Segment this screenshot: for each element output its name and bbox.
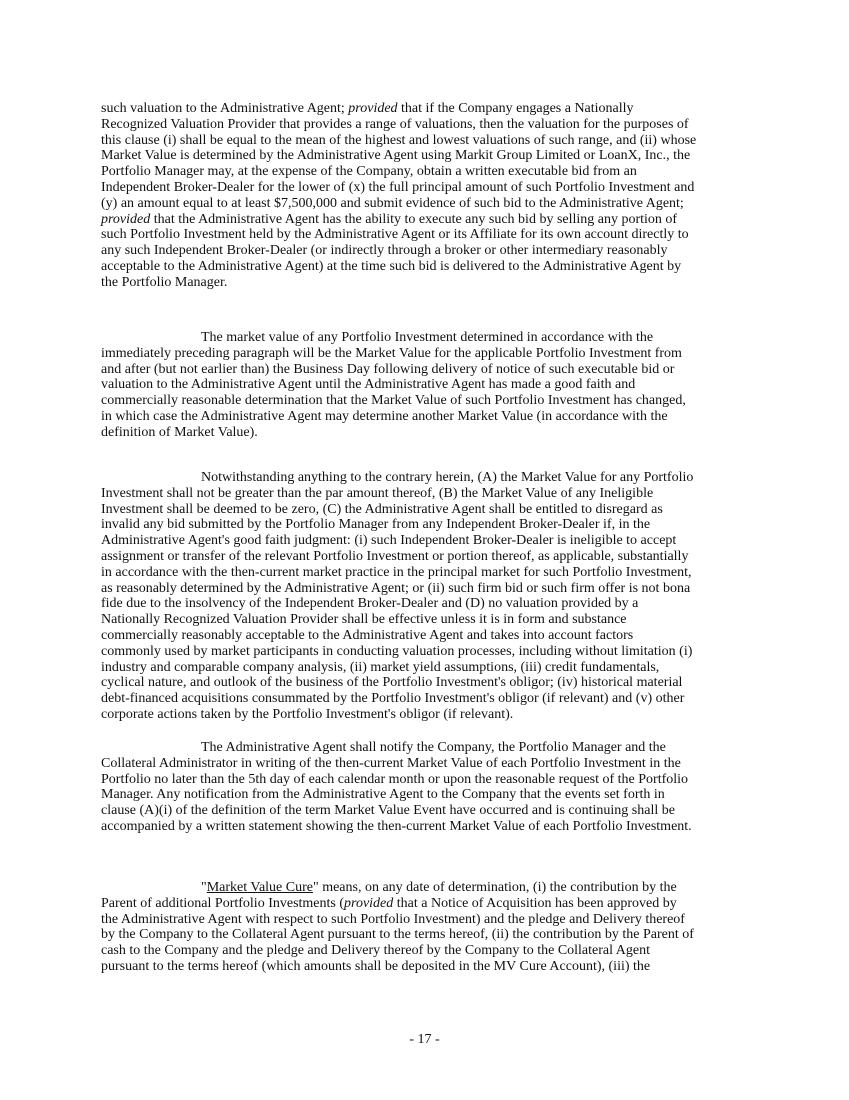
paragraph-notification bbox=[101, 740, 753, 835]
text-line: immediately preceding paragraph will be the Market Value for the applicable Portfolio Investment from bbox=[101, 345, 682, 361]
text-line: provided that the Administrative Agent has the ability to execute any such bid by selling any portion of bbox=[101, 211, 678, 227]
text-line: Recognized Valuation Provider that provides a range of valuations, then the valuation for the purposes of bbox=[101, 116, 689, 132]
text-line: the Portfolio Manager. bbox=[101, 274, 228, 290]
text-line: the Administrative Agent with respect to such Portfolio Investment) and the pledge and Delivery thereof bbox=[101, 911, 685, 927]
paragraph-valuation-bid bbox=[101, 101, 753, 291]
text-line: fide due to the insolvency of the Independent Broker-Dealer and (D) no valuation provided by a bbox=[101, 596, 639, 612]
text-line: clause (A)(i) of the definition of the term Market Value Event have occurred and is continuing shall be bbox=[101, 803, 675, 819]
text-line: as reasonably determined by the Administrative Agent; or (ii) such firm bid or such firm offer is not bona bbox=[101, 580, 691, 596]
text-line: assignment or transfer of the relevant Portfolio Investment or portion thereof, as applicable, substantially bbox=[101, 548, 689, 564]
text-line: Parent of additional Portfolio Investments (provided that a Notice of Acquisition has been approved by bbox=[101, 895, 677, 911]
text-line: corporate actions taken by the Portfolio Investment's obligor (if relevant). bbox=[101, 706, 514, 722]
text-line: debt-financed acquisitions consummated by the Portfolio Investment's obligor (if relevant) and (v) other bbox=[101, 691, 685, 707]
text-line: Portfolio no later than the 5th day of each calendar month or upon the reasonable request of the Portfolio bbox=[101, 771, 689, 787]
text-line: Nationally Recognized Valuation Provider shall be effective unless it is in form and substance bbox=[101, 612, 627, 628]
text-line: Notwithstanding anything to the contrary herein, (A) the Market Value for any Portfolio bbox=[201, 470, 694, 485]
paragraph-notwithstanding bbox=[101, 470, 753, 723]
text-line: pursuant to the terms hereof (which amounts shall be deposited in the MV Cure Account), (iii) the bbox=[101, 958, 651, 974]
text-line: cash to the Company and the pledge and Delivery thereof by the Company to the Collateral Agent bbox=[101, 943, 650, 959]
text-line: commercially reasonable determination that the Market Value of such Portfolio Investment has changed, bbox=[101, 393, 686, 409]
page-number: - 17 - bbox=[409, 1032, 440, 1047]
text-line: cyclical nature, and outlook of the business of the Portfolio Investment's obligor; (iv) historical material bbox=[101, 675, 683, 691]
text-line: industry and comparable company analysis, (ii) market yield assumptions, (iii) credit fundamentals, bbox=[101, 659, 660, 675]
paragraph-market-value-cure bbox=[101, 880, 753, 975]
text-line: Independent Broker-Dealer for the lower of (x) the full principal amount of such Portfolio Investment and bbox=[101, 179, 695, 195]
text-line: The Administrative Agent shall notify the Company, the Portfolio Manager and the bbox=[201, 740, 666, 755]
text-line: "Market Value Cure" means, on any date of determination, (i) the contribution by the bbox=[201, 880, 677, 895]
text-line: valuation to the Administrative Agent until the Administrative Agent has made a good faith and bbox=[101, 377, 636, 393]
text-line: in which case the Administrative Agent may determine another Market Value (in accordance with the bbox=[101, 408, 668, 424]
text-line: this clause (i) shall be equal to the mean of the highest and lowest valuations of such range, and (ii) whose bbox=[101, 132, 697, 148]
text-line: commonly used by market participants in conducting valuation processes, including without limitation (i) bbox=[101, 643, 693, 659]
text-line: Collateral Administrator in writing of the then-current Market Value of each Portfolio Investment in the bbox=[101, 755, 681, 771]
text-line: definition of Market Value). bbox=[101, 424, 258, 440]
text-line: (y) an amount equal to at least $7,500,000 and submit evidence of such bid to the Administrative Agent; bbox=[101, 195, 684, 211]
text-line: such Portfolio Investment held by the Administrative Agent or its Affiliate for its own account directly to bbox=[101, 227, 689, 243]
paragraph-market-value-determination bbox=[101, 330, 753, 441]
text-line: by the Company to the Collateral Agent pursuant to the terms hereof, (ii) the contribution by the Parent of bbox=[101, 927, 694, 943]
text-line: such valuation to the Administrative Agent; provided that if the Company engages a Nationally bbox=[101, 101, 634, 116]
text-line: Market Value is determined by the Administrative Agent using Markit Group Limited or LoanX, Inc., the bbox=[101, 148, 691, 164]
text-line: accompanied by a written statement showing the then-current Market Value of each Portfolio Investment. bbox=[101, 818, 692, 834]
text-line: Portfolio Manager may, at the expense of the Company, obtain a written executable bid from an bbox=[101, 164, 637, 180]
text-line: acceptable to the Administrative Agent) at the time such bid is delivered to the Administrative Agent by bbox=[101, 258, 682, 274]
text-line: invalid any bid submitted by the Portfolio Manager from any Independent Broker-Dealer if, in the bbox=[101, 517, 651, 533]
text-line: Manager. Any notification from the Administrative Agent to the Company that the events set forth in bbox=[101, 787, 665, 803]
text-line: commercially reasonably acceptable to the Administrative Agent and takes into account factors bbox=[101, 627, 634, 643]
text-line: any such Independent Broker-Dealer (or indirectly through a broker or other intermediary reasonably bbox=[101, 243, 668, 259]
text-line: The market value of any Portfolio Investment determined in accordance with the bbox=[201, 330, 654, 345]
text-line: Investment shall not be greater than the par amount thereof, (B) the Market Value of any Ineligible bbox=[101, 485, 654, 501]
text-line: and after (but not earlier than) the Business Day following delivery of notice of such executable bid or bbox=[101, 361, 675, 377]
text-line: in accordance with the then-current market practice in the principal market for such Portfolio Investment, bbox=[101, 564, 692, 580]
text-line: Administrative Agent's good faith judgment: (i) such Independent Broker-Dealer is ineligible to accept bbox=[101, 533, 677, 549]
text-line: Investment shall be deemed to be zero, (C) the Administrative Agent shall be entitled to disregard as bbox=[101, 501, 663, 517]
